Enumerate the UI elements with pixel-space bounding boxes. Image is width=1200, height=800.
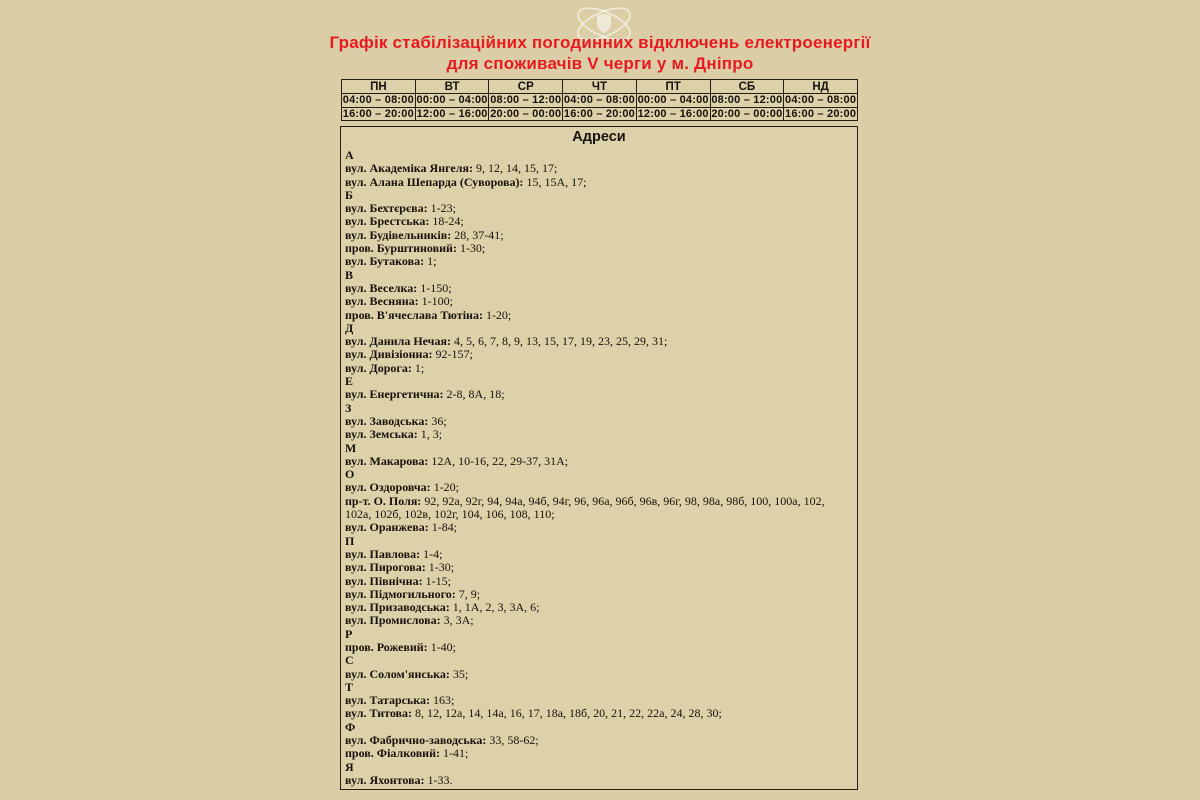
time-slot-ВТ-2: 12:00 – 16:00 <box>416 107 488 120</box>
letter-heading-П: П <box>345 533 355 548</box>
address-entry: пр-т. О. Поля: 92, 92а, 92г, 94, 94а, 94б, 94г, 96, 96а, 96б, 96в, 96г, 98, 98а, 98б, 100, 100а, 102, 102а, 102б, 102в, 102г, 104, 106, 108, 110; <box>345 493 825 522</box>
address-entry: вул. Веселка: 1-150; <box>345 280 452 295</box>
address-entry: вул. Солом'янська: 35; <box>345 666 469 681</box>
letter-heading-О: О <box>345 467 355 482</box>
address-entry: пров. Фіалковий: 1-41; <box>345 746 469 761</box>
address-entry: вул. Татарська: 163; <box>345 693 455 708</box>
page-title <box>0 33 1200 74</box>
address-entry: вул. Земська: 1, 3; <box>345 427 443 442</box>
address-entry: вул. Заводська: 36; <box>345 413 447 428</box>
address-entry: вул. Весняна: 1-100; <box>345 294 453 309</box>
day-header-НД: НД <box>784 80 858 94</box>
time-slot-ЧТ-1: 04:00 – 08:00 <box>563 94 636 107</box>
address-entry: вул. Яхонтова: 1-33. <box>345 772 453 787</box>
address-entry: вул. Титова: 8, 12, 12а, 14, 14а, 16, 17, 18а, 18б, 20, 21, 22, 22а, 24, 28, 30; <box>345 706 722 721</box>
address-entry: вул. Будівельників: 28, 37-41; <box>345 227 504 242</box>
letter-heading-А: А <box>345 148 354 162</box>
day-header-СБ: СБ <box>710 80 784 94</box>
day-header-ЧТ: ЧТ <box>563 80 637 94</box>
time-slot-ПН-1: 04:00 – 08:00 <box>342 94 414 107</box>
page-title-line2: для споживачів V черги у м. Дніпро <box>446 53 754 73</box>
address-entry: вул. Бутакова: 1; <box>345 254 437 269</box>
time-slot-ПТ-1: 00:00 – 04:00 <box>637 94 709 107</box>
time-slot-СР-1: 08:00 – 12:00 <box>490 94 562 107</box>
address-entry: вул. Данила Нечая: 4, 5, 6, 7, 8, 9, 13, 15, 17, 19, 23, 25, 29, 31; <box>345 334 668 349</box>
time-slot-ЧТ-2: 16:00 – 20:00 <box>563 107 636 120</box>
letter-heading-Б: Б <box>345 187 353 202</box>
time-slot-ВТ-1: 00:00 – 04:00 <box>416 94 488 107</box>
time-slot-СБ-1: 08:00 – 12:00 <box>711 94 783 107</box>
letter-heading-М: М <box>345 440 357 455</box>
address-entry: вул. Північна: 1-15; <box>345 573 451 588</box>
time-slot-СР-2: 20:00 – 00:00 <box>490 107 562 120</box>
address-entry: вул. Брестська: 18-24; <box>345 214 464 229</box>
day-header-ПН: ПН <box>342 80 416 94</box>
addresses-header: Адреси <box>340 126 858 148</box>
address-entry: вул. Павлова: 1-4; <box>345 546 443 561</box>
outage-schedule-table <box>341 79 858 121</box>
address-entry: вул. Енергетична: 2-8, 8А, 18; <box>345 387 505 402</box>
address-entry: вул. Пирогова: 1-30; <box>345 560 455 575</box>
address-entry: пров. В'ячеслава Тютіна: 1-20; <box>345 307 512 322</box>
day-header-ВТ: ВТ <box>415 80 489 94</box>
address-entry: пров. Бурштиновий: 1-30; <box>345 241 486 256</box>
address-entry: вул. Оздоровча: 1-20; <box>345 480 460 495</box>
address-entry: вул. Академіка Янгеля: 9, 12, 14, 15, 17; <box>345 161 558 176</box>
address-entry: вул. Призаводська: 1, 1А, 2, 3, 3А, 6; <box>345 600 540 615</box>
address-entry: вул. Оранжева: 1-84; <box>345 520 458 535</box>
letter-heading-Я: Я <box>345 759 354 774</box>
address-entry: вул. Макарова: 12А, 10-16, 22, 29-37, 31А; <box>345 453 569 468</box>
letter-heading-Т: Т <box>345 679 354 694</box>
address-entry: вул. Підмогильного: 7, 9; <box>345 586 481 601</box>
address-entry: пров. Рожевий: 1-40; <box>345 639 457 654</box>
time-slot-СБ-2: 20:00 – 00:00 <box>711 107 783 120</box>
day-header-СР: СР <box>489 80 563 94</box>
address-entry: вул. Фабрично-заводська: 33, 58-62; <box>345 733 539 748</box>
letter-heading-В: В <box>345 267 354 282</box>
address-entry: вул. Промислова: 3, 3А; <box>345 613 474 628</box>
letter-heading-Е: Е <box>345 374 354 389</box>
time-slot-НД-2: 16:00 – 20:00 <box>785 107 857 120</box>
time-slot-ПТ-2: 12:00 – 16:00 <box>637 107 709 120</box>
addresses-list <box>340 147 858 790</box>
address-entry: вул. Дорога: 1; <box>345 360 425 375</box>
letter-heading-З: З <box>345 400 352 415</box>
time-slot-ПН-2: 16:00 – 20:00 <box>342 107 414 120</box>
letter-heading-Д: Д <box>345 320 354 335</box>
letter-heading-Р: Р <box>345 626 353 641</box>
letter-heading-С: С <box>345 653 354 668</box>
day-header-ПТ: ПТ <box>636 80 710 94</box>
address-entry: вул. Алана Шепарда (Суворова): 15, 15А, 17; <box>345 174 587 189</box>
time-slot-НД-1: 04:00 – 08:00 <box>785 94 857 107</box>
address-entry: вул. Бехтєрєва: 1-23; <box>345 201 456 216</box>
letter-heading-Ф: Ф <box>345 719 356 734</box>
address-entry: вул. Дивізіонна: 92-157; <box>345 347 473 362</box>
page-title-line1: Графік стабілізаційних погодинних відключень електроенергії <box>329 33 871 52</box>
